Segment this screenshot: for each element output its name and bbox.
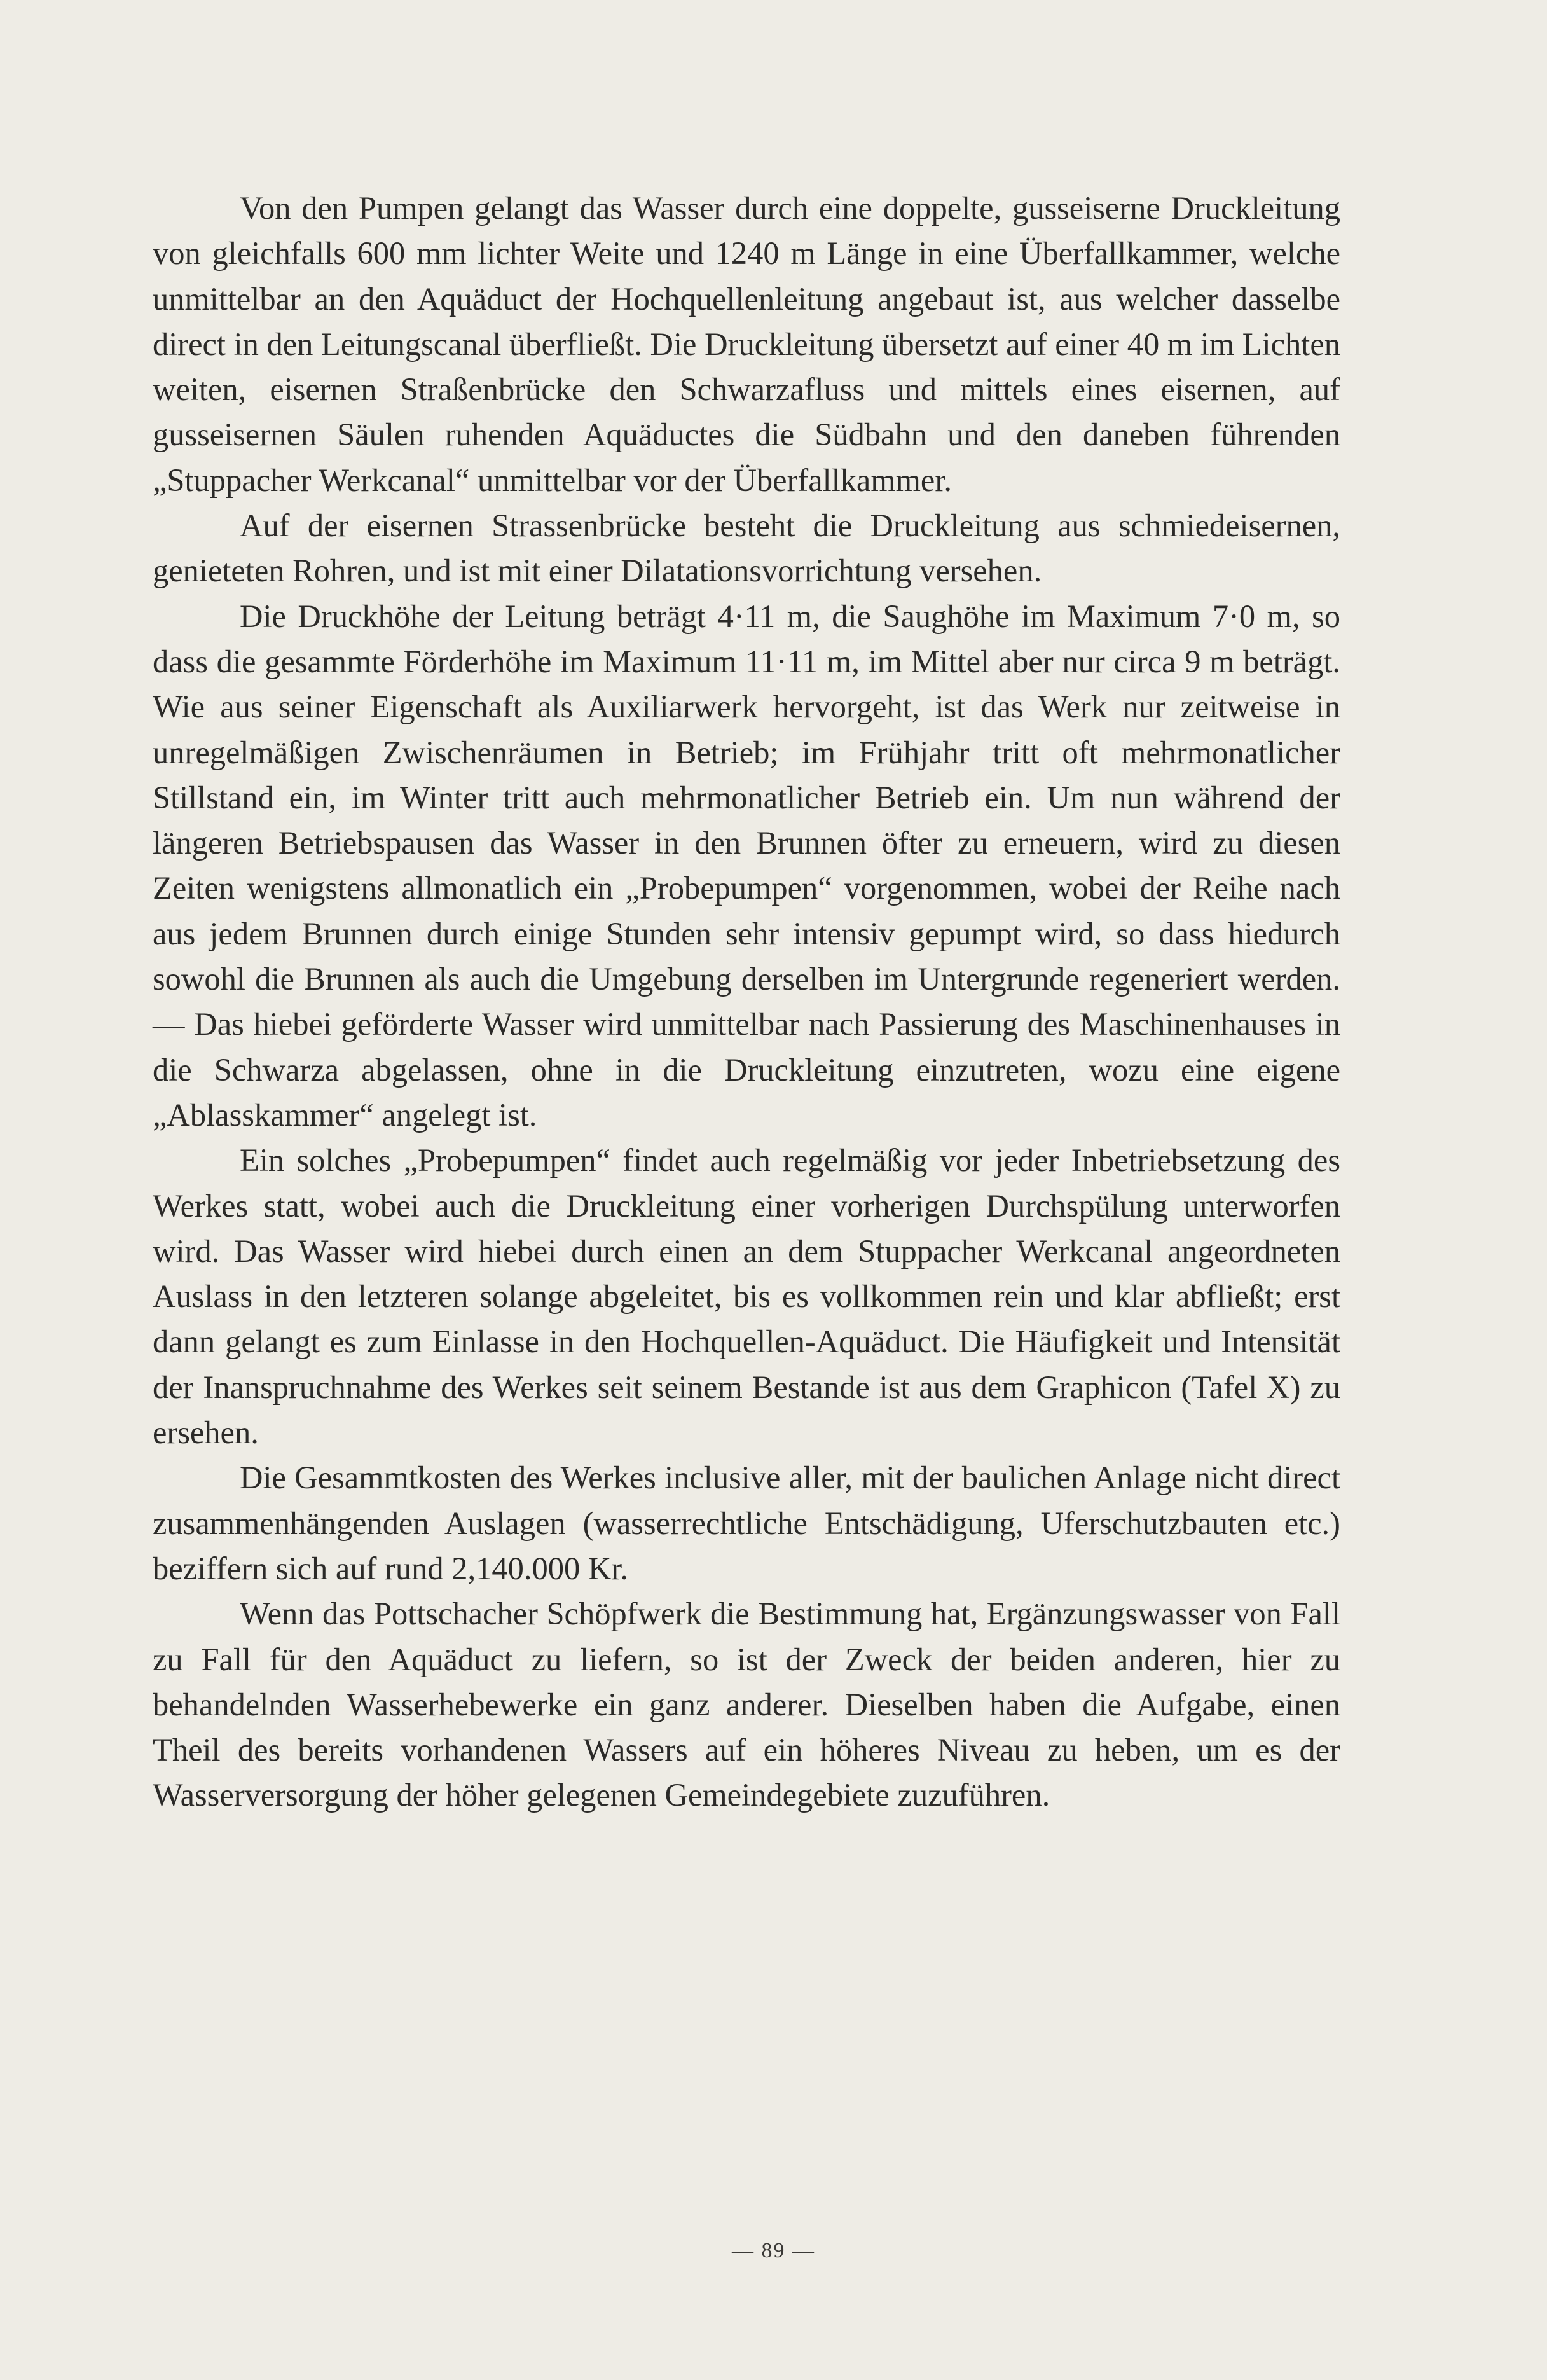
- paragraph-druckhoehe: Die Druckhöhe der Leitung beträgt 4·11 m, die Saughöhe im Maximum 7·0 m, so dass die gesammte Förderhöhe im Maximum 11·11 m, im Mittel aber nur circa 9 m beträgt. Wie aus seiner Eigenschaft als Auxiliarwerk hervorgeht, ist das Werk nur zeitweise in unregelmäßigen Zwischenräumen in Betrieb; im Frühjahr tritt oft mehrmonatlicher Stillstand ein, im Winter tritt auch mehrmonatlicher Betrieb ein. Um nun während der längeren Betriebspausen das Wasser in den Brunnen öfter zu erneuern, wird zu diesen Zeiten wenigstens allmonatlich ein „Probepumpen“ vorgenommen, wobei der Reihe nach aus jedem Brunnen durch einige Stunden sehr intensiv gepumpt wird, so dass hiedurch sowohl die Brunnen als auch die Umgebung derselben im Untergrunde regeneriert werden. — Das hiebei geförderte Wasser wird unmittelbar nach Passierung des Maschinenhauses in die Schwarza abgelassen, ohne in die Druckleitung einzutreten, wozu eine eigene „Ablasskammer“ angelegt ist.: [153, 598, 1340, 1133]
- paragraph-pottschacher: Wenn das Pottschacher Schöpfwerk die Bestimmung hat, Ergänzungswasser von Fall zu Fall für den Aquäduct zu liefern, so ist der Zweck der beiden anderen, hier zu behandelnden Wasserhebewerke ein ganz anderer. Dieselben haben die Aufgabe, einen Theil des bereits vorhandenen Wassers auf ein höheres Niveau zu heben, um es der Wasserversorgung der höher gelegenen Gemeindegebiete zuzuführen.: [153, 1596, 1340, 1813]
- page-body: [153, 186, 1340, 1818]
- paragraph-probepumpen: Ein solches „Probepumpen“ findet auch regelmäßig vor jeder Inbetriebsetzung des Werkes statt, wobei auch die Druckleitung einer vorherigen Durchspülung unterworfen wird. Das Wasser wird hiebei durch einen an dem Stuppacher Werkcanal angeordneten Auslass in den letzteren solange abgeleitet, bis es vollkommen rein und klar abfließt; erst dann gelangt es zum Einlasse in den Hochquellen-Aquäduct. Die Häufigkeit und Intensität der Inanspruchnahme des Werkes seit seinem Bestande ist aus dem Graphicon (Tafel X) zu ersehen.: [153, 1142, 1340, 1451]
- paragraph-pumpen-druckleitung: Von den Pumpen gelangt das Wasser durch eine doppelte, gusseiserne Druckleitung von gleichfalls 600 mm lichter Weite und 1240 m Länge in eine Überfallkammer, welche unmittelbar an den Aquäduct der Hochquellenleitung angebaut ist, aus welcher dasselbe direct in den Leitungscanal überfließt. Die Druckleitung übersetzt auf einer 40 m im Lichten weiten, eisernen Straßenbrücke den Schwarzafluss und mittels eines eisernen, auf gusseisernen Säulen ruhenden Aquäductes die Südbahn und den daneben führenden „Stuppacher Werkcanal“ unmittelbar vor der Überfallkammer.: [153, 190, 1340, 498]
- page-number: — 89 —: [732, 2239, 815, 2262]
- paragraph-strassenbruecke: Auf der eisernen Strassenbrücke besteht die Druckleitung aus schmiedeisernen, genieteten Rohren, und ist mit einer Dilatationsvorrichtung versehen.: [153, 508, 1340, 589]
- paragraph-gesammtkosten: Die Gesammtkosten des Werkes inclusive aller, mit der baulichen Anlage nicht direct zusammenhängenden Auslagen (wasserrechtliche Entschädigung, Uferschutzbauten etc.) beziffern sich auf rund 2,140.000 Kr.: [153, 1460, 1340, 1586]
